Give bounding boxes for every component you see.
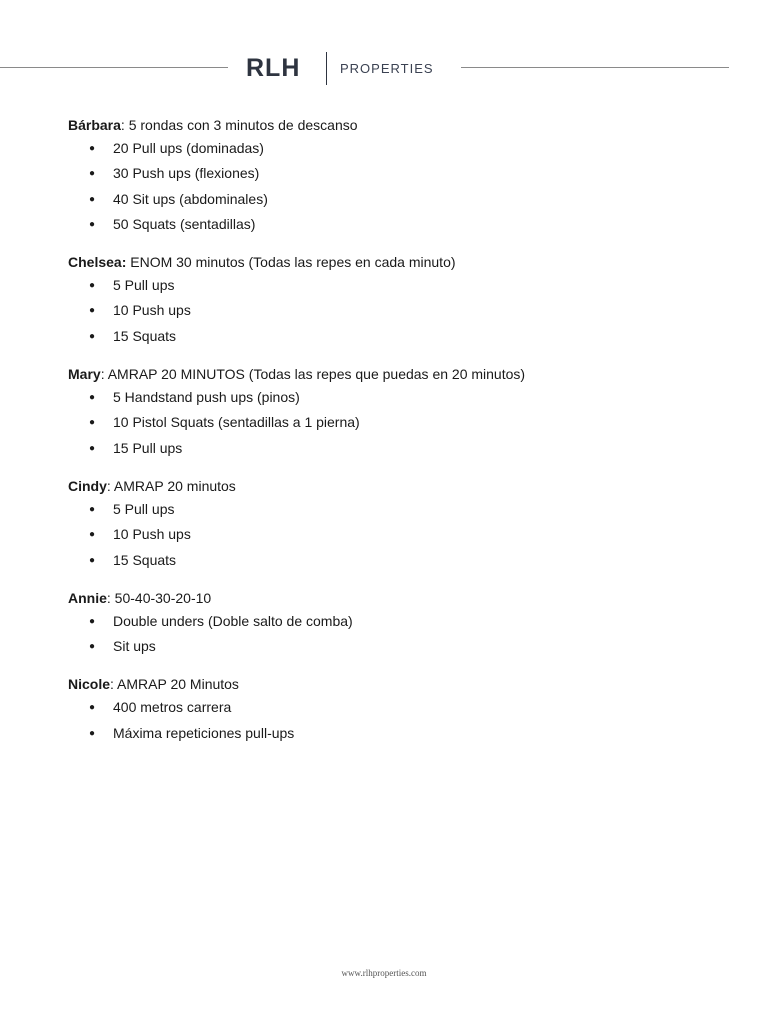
- workout-separator: :: [106, 589, 115, 606]
- workout-section: [68, 363, 728, 461]
- workout-separator: :: [120, 117, 129, 133]
- bullet-icon: ●: [89, 143, 96, 154]
- bullet-icon: ●: [89, 193, 96, 205]
- logo-divider: [326, 52, 327, 85]
- workout-description: AMRAP 20 MINUTOS (Todas las repes que puedas en 20 minutos): [107, 366, 526, 383]
- exercise-text: 10 Pistol Squats (sentadillas a 1 pierna): [113, 414, 360, 431]
- workout-name: Annie: [68, 589, 107, 606]
- workout-separator: :: [110, 676, 118, 693]
- exercise-text: 40 Sit ups (abdominales): [113, 190, 268, 207]
- exercise-item: [68, 436, 728, 461]
- bullet-icon: ●: [89, 503, 96, 515]
- header-rule-right: [461, 67, 729, 68]
- exercise-text: 5 Pull ups: [113, 500, 175, 517]
- exercise-text: 10 Push ups: [113, 526, 191, 543]
- exercise-text: 400 metros carrera: [113, 699, 232, 716]
- bullet-icon: ●: [89, 417, 96, 429]
- workout-title: [68, 673, 728, 695]
- exercise-list: [68, 497, 728, 573]
- header-rule-left: [0, 67, 228, 68]
- exercise-item: [68, 410, 728, 435]
- exercise-text: 5 Pull ups: [113, 277, 175, 294]
- exercise-list: [68, 385, 728, 461]
- bullet-icon: ●: [89, 168, 96, 180]
- bullet-icon: ●: [89, 615, 96, 627]
- workout-name: Mary: [68, 366, 101, 383]
- workout-description: AMRAP 20 minutos: [113, 477, 236, 494]
- exercise-text: 50 Squats (sentadillas): [113, 215, 256, 232]
- exercise-text: 5 Handstand push ups (pinos): [113, 389, 300, 406]
- exercise-text: Máxima repeticiones pull-ups: [113, 724, 295, 741]
- exercise-text: 30 Push ups (flexiones): [113, 165, 260, 182]
- page-header: [0, 0, 768, 100]
- exercise-text: 20 Pull ups (dominadas): [113, 140, 264, 156]
- bullet-icon: ●: [89, 529, 96, 541]
- bullet-icon: ●: [89, 305, 96, 317]
- bullet-icon: ●: [89, 442, 96, 454]
- workout-section: [68, 251, 728, 349]
- workout-name: Cindy: [68, 477, 107, 494]
- exercise-text: Double unders (Doble salto de comba): [113, 612, 353, 629]
- workout-description: 50-40-30-20-10: [114, 589, 212, 606]
- exercise-item: [68, 385, 728, 410]
- workout-name: Bárbara: [68, 117, 121, 133]
- exercise-item: [68, 695, 728, 720]
- exercise-item: [68, 212, 728, 237]
- workout-description: AMRAP 20 Minutos: [117, 676, 239, 693]
- exercise-text: 15 Squats: [113, 551, 177, 568]
- exercise-item: [68, 161, 728, 186]
- workout-title: [68, 475, 728, 497]
- workout-content: [68, 114, 728, 760]
- exercise-item: [68, 522, 728, 547]
- exercise-item: [68, 721, 728, 746]
- logo-wordmark: RLH: [246, 54, 301, 82]
- exercise-item: [68, 187, 728, 212]
- exercise-item: [68, 497, 728, 522]
- workout-section: [68, 587, 728, 660]
- workout-title: [68, 251, 728, 273]
- exercise-item: [68, 273, 728, 298]
- exercise-text: 15 Pull ups: [113, 439, 183, 456]
- bullet-icon: ●: [89, 554, 96, 566]
- workout-title: [68, 114, 728, 136]
- workout-name: Chelsea:: [68, 254, 127, 271]
- workout-section: [68, 114, 728, 237]
- exercise-item: [68, 548, 728, 573]
- logo-subtitle: PROPERTIES: [340, 61, 434, 76]
- exercise-text: 15 Squats: [113, 327, 177, 344]
- bullet-icon: ●: [89, 330, 96, 342]
- bullet-icon: ●: [89, 280, 96, 292]
- workout-section: [68, 673, 728, 746]
- exercise-list: [68, 273, 728, 349]
- workout-separator: :: [100, 366, 108, 383]
- exercise-list: [68, 609, 728, 660]
- bullet-icon: ●: [89, 702, 96, 714]
- workout-name: Nicole: [68, 676, 111, 693]
- workout-title: [68, 363, 728, 385]
- bullet-icon: ●: [89, 727, 96, 739]
- exercise-list: [68, 136, 728, 237]
- bullet-icon: ●: [89, 392, 96, 404]
- workout-title: [68, 587, 728, 609]
- workout-separator: :: [106, 477, 114, 494]
- exercise-text: Sit ups: [113, 638, 156, 655]
- exercise-item: [68, 634, 728, 659]
- exercise-item: [68, 609, 728, 634]
- bullet-icon: ●: [89, 641, 96, 653]
- exercise-item: [68, 298, 728, 323]
- workout-description: 5 rondas con 3 minutos de descanso: [128, 117, 358, 133]
- workout-list: [68, 114, 728, 746]
- workout-description: ENOM 30 minutos (Todas las repes en cada minuto): [130, 254, 456, 271]
- bullet-icon: ●: [89, 218, 96, 230]
- exercise-item: [68, 136, 728, 161]
- exercise-text: 10 Push ups: [113, 302, 191, 319]
- workout-section: [68, 475, 728, 573]
- exercise-item: [68, 324, 728, 349]
- exercise-list: [68, 695, 728, 746]
- footer-url: www.rlhproperties.com: [341, 968, 427, 978]
